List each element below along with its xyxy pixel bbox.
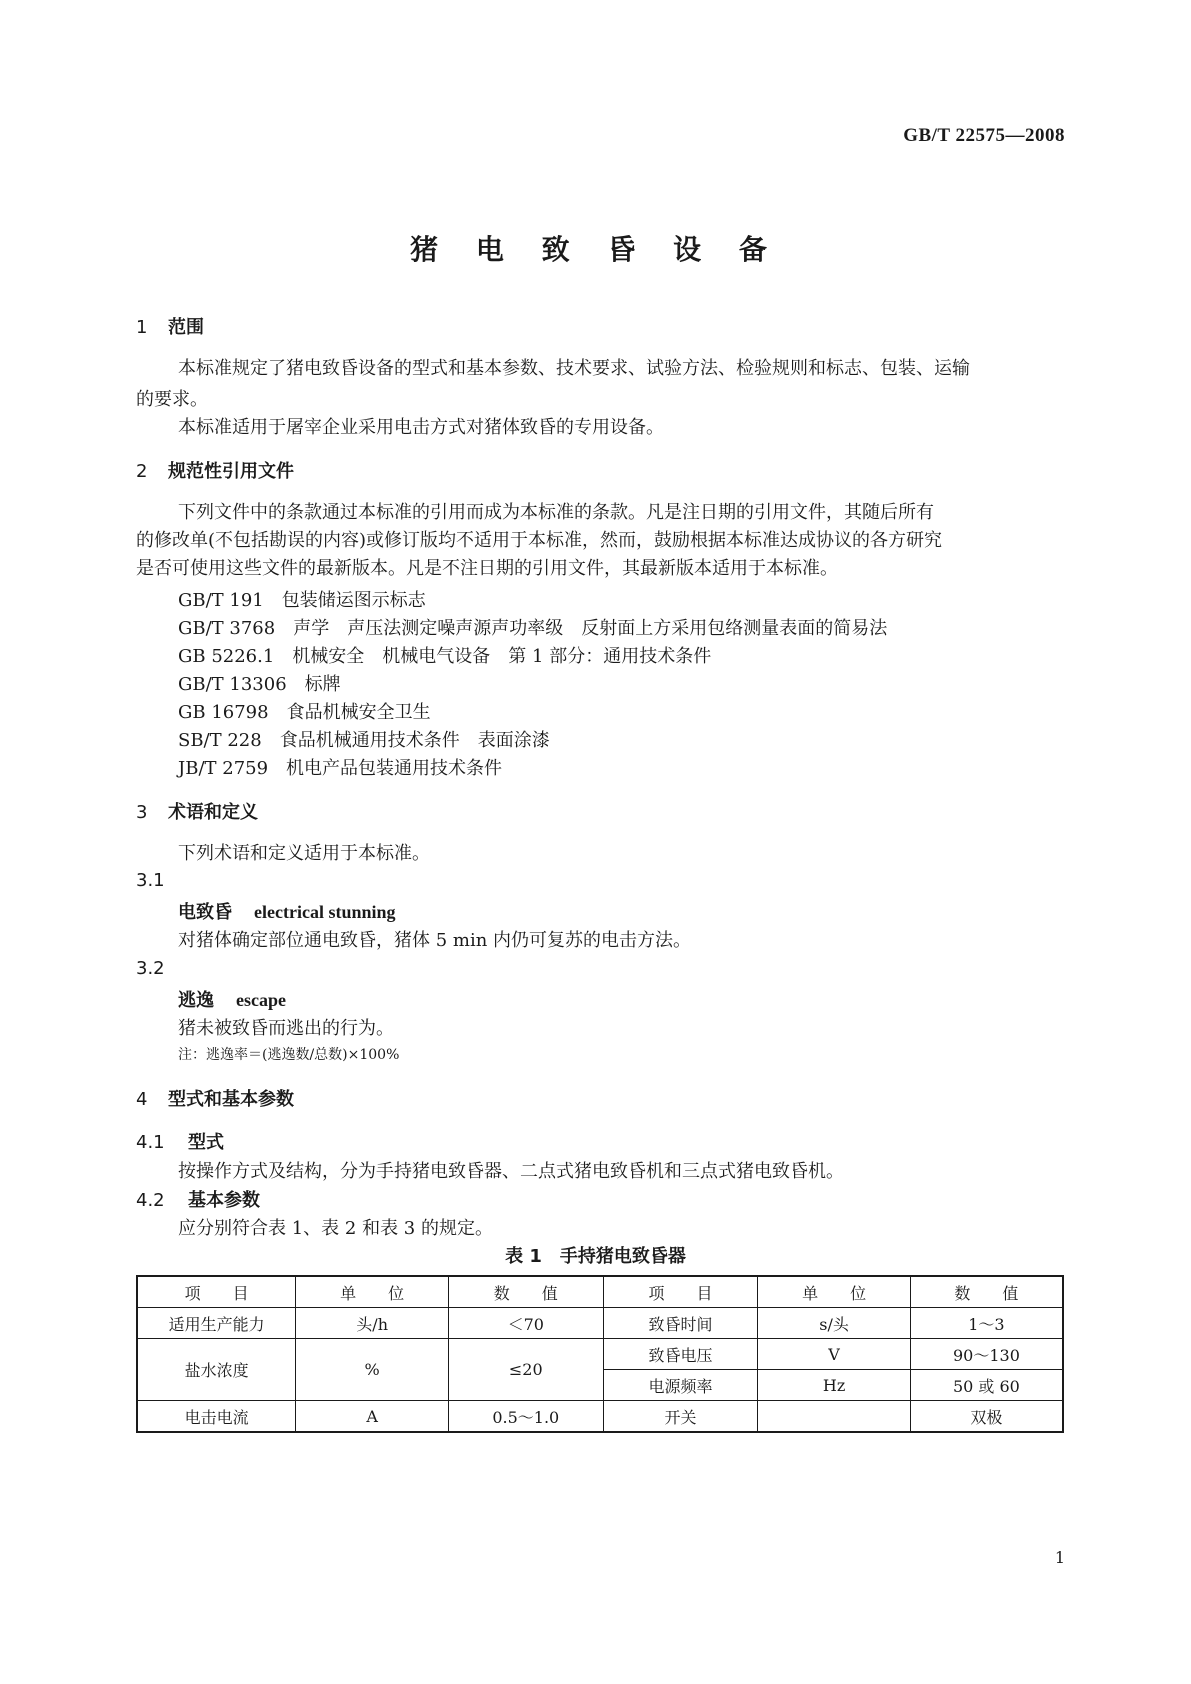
section-title: 术语和定义 [168, 802, 258, 823]
reference-title: 机械安全 机械电气设备 第 1 部分：通用技术条件 [292, 646, 712, 667]
term-en: electrical stunning [254, 902, 396, 922]
table-cell: 盐水浓度 [137, 1339, 296, 1401]
table-cell: 1～3 [910, 1308, 1063, 1339]
reference-item [178, 586, 426, 612]
reference-title: 包装储运图示标志 [281, 590, 426, 611]
table-cell: Hz [758, 1370, 911, 1401]
paragraph: 按操作方式及结构，分为手持猪电致昏器、二点式猪电致昏机和三点式猪电致昏机。 [178, 1161, 844, 1182]
page-number: 1 [1054, 1548, 1065, 1567]
table-cell: ＜70 [448, 1308, 603, 1339]
subsection-number: 4.1 [136, 1132, 165, 1153]
document-title: 猪 电 致 昏 设 备 [410, 233, 781, 266]
section-number: 2 [136, 461, 148, 482]
table-cell: 90～130 [910, 1339, 1063, 1370]
header-cell: 数 值 [448, 1276, 603, 1308]
section-number: 3 [136, 802, 148, 823]
table-cell: V [758, 1339, 911, 1370]
table-cell: 双极 [910, 1401, 1063, 1433]
text-line: 本标准规定了猪电致昏设备的型式和基本参数、技术要求、试验方法、检验规则和标志、包装、运输 [178, 358, 970, 379]
term-heading [178, 898, 396, 924]
table-cell: 致昏时间 [603, 1308, 758, 1339]
term-zh: 电致昏 [178, 902, 232, 923]
subsection-4-2-heading [136, 1186, 260, 1212]
reference-code: GB/T 13306 [178, 674, 287, 695]
table-cell: % [296, 1339, 449, 1401]
term-definition: 对猪体确定部位通电致昏，猪体 5 min 内仍可复苏的电击方法。 [178, 930, 692, 951]
table-cell: 头/h [296, 1308, 449, 1339]
table-cell: 开关 [603, 1401, 758, 1433]
clause-number: 3.1 [136, 870, 165, 891]
header-cell: 单 位 [296, 1276, 449, 1308]
table-cell: 电击电流 [137, 1401, 296, 1433]
subsection-number: 4.2 [136, 1190, 165, 1211]
term-heading [178, 986, 286, 1012]
section-title: 范围 [168, 317, 204, 338]
table-row [137, 1401, 1063, 1433]
table-cell [758, 1401, 911, 1433]
text-line: 的修改单(不包括勘误的内容)或修订版均不适用于本标准，然而，鼓励根据本标准达成协议的各方研究 [136, 530, 943, 551]
subsection-4-1-heading [136, 1128, 224, 1154]
reference-code: GB/T 191 [178, 590, 264, 611]
table-cell: 适用生产能力 [137, 1308, 296, 1339]
header-cell: 数 值 [910, 1276, 1063, 1308]
reference-code: SB/T 228 [178, 730, 262, 751]
section-title: 规范性引用文件 [168, 461, 294, 482]
paragraph [136, 353, 1060, 384]
table-header-row [137, 1276, 1063, 1308]
header-cell: 项 目 [603, 1276, 758, 1308]
section-1-heading [136, 313, 204, 339]
reference-code: GB/T 3768 [178, 618, 276, 639]
reference-code: GB 5226.1 [178, 646, 275, 667]
term-definition: 猪未被致昏而逃出的行为。 [178, 1018, 394, 1039]
clause-number: 3.2 [136, 958, 165, 979]
table-row [137, 1308, 1063, 1339]
reference-title: 食品机械通用技术条件 表面涂漆 [279, 730, 550, 751]
reference-title: 机电产品包装通用技术条件 [286, 758, 503, 779]
note: 注：逃逸率＝(逃逸数/总数)×100% [178, 1047, 400, 1063]
paragraph-continuation: 的要求。 [136, 389, 208, 410]
reference-item [178, 754, 502, 780]
reference-item [178, 614, 887, 640]
table-cell: 50 或 60 [910, 1370, 1063, 1401]
section-3-heading [136, 798, 258, 824]
term-zh: 逃逸 [178, 990, 214, 1011]
table-cell: 致昏电压 [603, 1339, 758, 1370]
section-number: 4 [136, 1089, 148, 1110]
reference-title: 声学 声压法测定噪声源声功率级 反射面上方采用包络测量表面的简易法 [293, 618, 888, 639]
header-cell: 项 目 [137, 1276, 296, 1308]
section-4-heading [136, 1085, 294, 1111]
table-caption: 表 1 手持猪电致昏器 [505, 1246, 686, 1267]
paragraph: 本标准适用于屠宰企业采用电击方式对猪体致昏的专用设备。 [178, 417, 664, 438]
table-cell: 电源频率 [603, 1370, 758, 1401]
reference-item [178, 642, 711, 668]
reference-title: 标牌 [304, 674, 341, 695]
reference-item [178, 698, 431, 724]
section-2-heading [136, 457, 294, 483]
reference-code: JB/T 2759 [178, 758, 269, 779]
text-line: 下列文件中的条款通过本标准的引用而成为本标准的条款。凡是注日期的引用文件，其随后所有 [178, 502, 934, 523]
paragraph: 应分别符合表 1、表 2 和表 3 的规定。 [178, 1218, 493, 1239]
spec-table [136, 1275, 1064, 1433]
reference-title: 食品机械安全卫生 [286, 702, 431, 723]
table-row [137, 1339, 1063, 1370]
standard-code: GB/T 22575—2008 [903, 125, 1065, 146]
table-cell: ≤20 [448, 1339, 603, 1401]
section-number: 1 [136, 317, 148, 338]
subsection-title: 型式 [188, 1132, 224, 1153]
header-cell: 单 位 [758, 1276, 911, 1308]
table-cell: 0.5～1.0 [448, 1401, 603, 1433]
reference-item [178, 670, 341, 696]
reference-code: GB 16798 [178, 702, 269, 723]
text-line: 是否可使用这些文件的最新版本。凡是不注日期的引用文件，其最新版本适用于本标准。 [136, 558, 838, 579]
paragraph: 下列术语和定义适用于本标准。 [178, 843, 430, 864]
subsection-title: 基本参数 [188, 1190, 260, 1211]
section-title: 型式和基本参数 [168, 1089, 294, 1110]
term-en: escape [236, 990, 286, 1010]
reference-item [178, 726, 550, 752]
table-cell: A [296, 1401, 449, 1433]
table-cell: s/头 [758, 1308, 911, 1339]
